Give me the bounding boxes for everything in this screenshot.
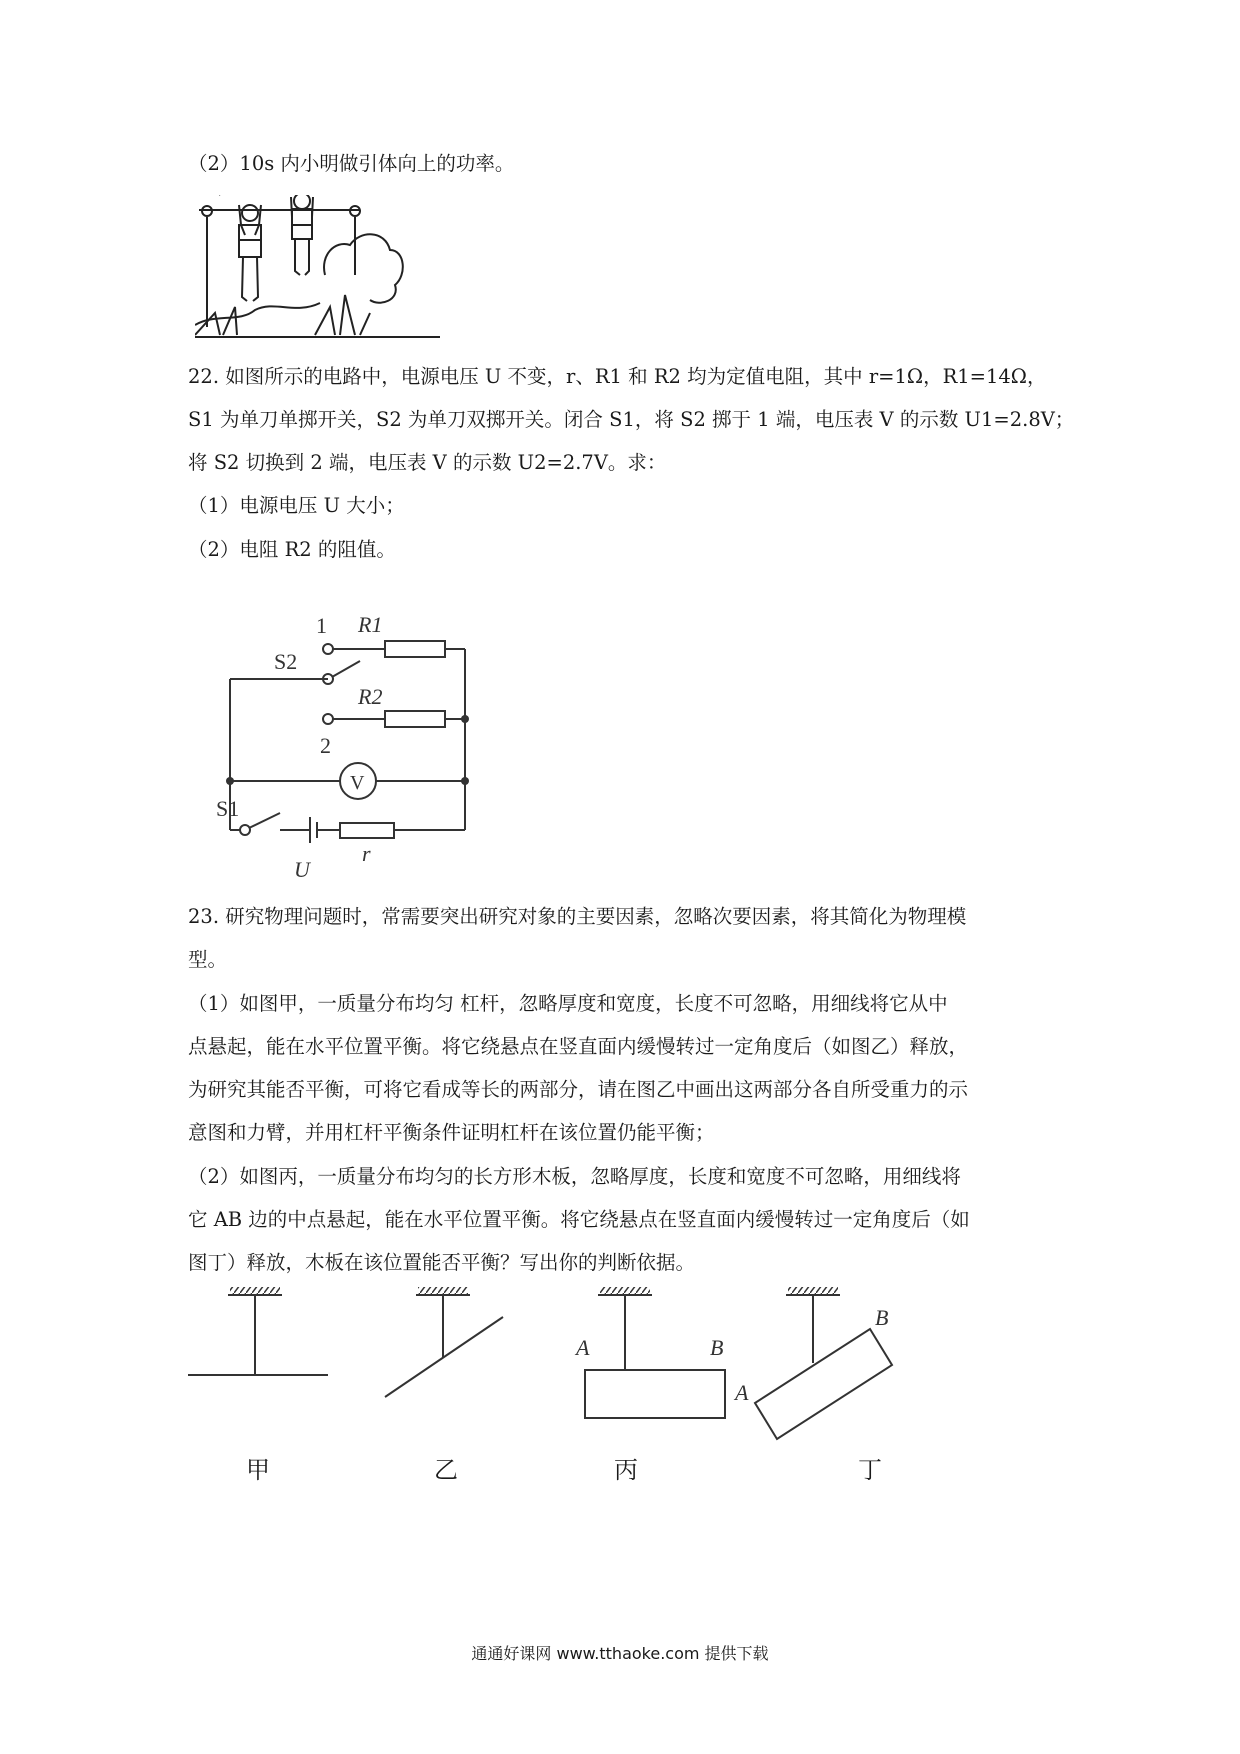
q23-line2: 型。	[188, 948, 228, 971]
label-a-ding: A	[735, 1380, 749, 1405]
terminal-1-label: 1	[316, 613, 327, 638]
s1-label: S1	[216, 796, 240, 821]
r2-label: R2	[358, 684, 383, 709]
q23-line6: 意图和力臂，并用杠杆平衡条件证明杠杆在该位置仍能平衡；	[188, 1121, 715, 1144]
q23-line1: 23. 研究物理问题时，常需要突出研究对象的主要因素，忽略次要因素，将其简化为物理模	[188, 905, 967, 928]
page-footer: 通通好课网 www.tthaoke.com 提供下载	[471, 1644, 769, 1663]
terminal-2-label: 2	[320, 733, 331, 758]
caption-ding: 丁	[858, 1456, 882, 1484]
q21-part2: （2）10s 内小明做引体向上的功率。	[188, 152, 515, 175]
q23-line4: 点悬起，能在水平位置平衡。将它绕悬点在竖直面内缓慢转过一定角度后（如图乙）释放，	[188, 1035, 969, 1058]
figure-jia	[188, 1287, 328, 1375]
figure-bing	[585, 1287, 725, 1418]
q23-line8: 它 AB 边的中点悬起，能在水平位置平衡。将它绕悬点在竖直面内缓慢转过一定角度后（如	[188, 1208, 970, 1231]
caption-bing: 丙	[614, 1456, 638, 1484]
q22-line2: S1 为单刀单掷开关，S2 为单刀双掷开关。闭合 S1，将 S2 掷于 1 端，电压表 V 的示数 U1=2.8V；	[188, 408, 1075, 431]
q23-line7: （2）如图丙，一质量分布均匀的长方形木板，忽略厚度，长度和宽度不可忽略，用细线将	[188, 1165, 961, 1188]
s2-label: S2	[274, 649, 298, 674]
r-label: r	[362, 841, 371, 866]
pull-up-illustration	[195, 195, 440, 340]
q22-part1: （1）电源电压 U 大小；	[188, 494, 405, 517]
r1-label: R1	[358, 612, 383, 637]
caption-yi: 乙	[434, 1456, 458, 1484]
q23-line9: 图丁）释放，木板在该位置能否平衡？写出你的判断依据。	[188, 1251, 696, 1274]
label-b-bing: B	[710, 1335, 724, 1360]
caption-jia: 甲	[246, 1456, 270, 1484]
lever-figures	[180, 1285, 940, 1485]
q22-line3: 将 S2 切换到 2 端，电压表 V 的示数 U2=2.7V。求：	[188, 451, 667, 474]
q23-line5: 为研究其能否平衡，可将它看成等长的两部分，请在图乙中画出这两部分各自所受重力的示	[188, 1078, 969, 1101]
label-a-bing: A	[576, 1335, 590, 1360]
q22-part2: （2）电阻 R2 的阻值。	[188, 538, 396, 561]
voltmeter-label: V	[350, 772, 365, 794]
label-b-ding: B	[875, 1305, 889, 1330]
u-label: U	[294, 857, 310, 882]
q23-line3: （1）如图甲，一质量分布均匀 杠杆，忽略厚度和宽度，长度不可忽略，用细线将它从中	[188, 992, 948, 1015]
figure-yi	[385, 1287, 503, 1397]
figure-ding	[755, 1287, 892, 1439]
q22-line1: 22. 如图所示的电路中，电源电压 U 不变，r、R1 和 R2 均为定值电阻，其中 r=1Ω，R1=14Ω，	[188, 365, 1047, 388]
circuit-diagram	[200, 595, 490, 885]
